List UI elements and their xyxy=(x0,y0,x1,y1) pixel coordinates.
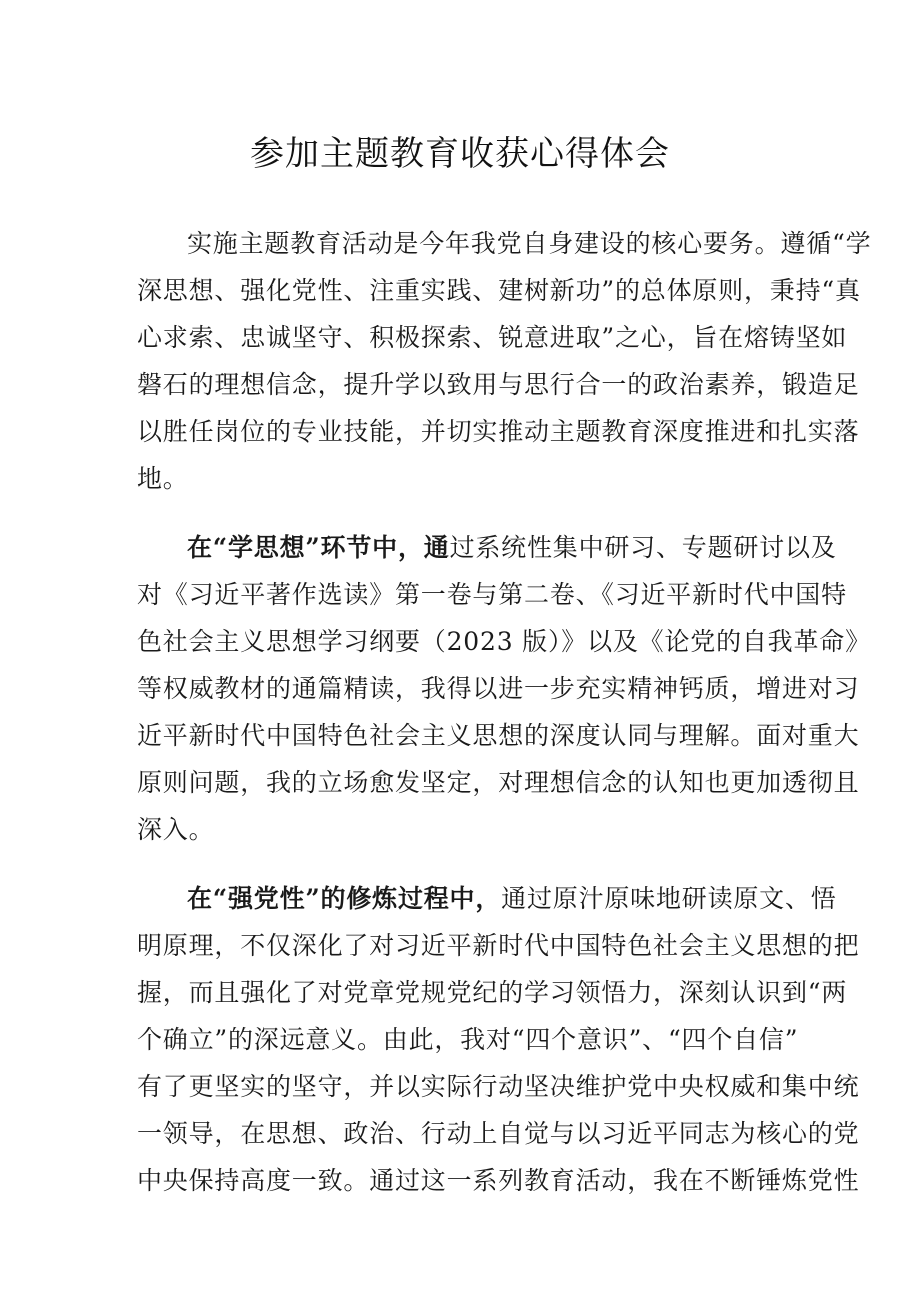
paragraph-line: 个确立”的深远意义。由此，我对“四个意识”、“四个自信” xyxy=(137,1025,799,1054)
paragraph-line: 磐石的理想信念，提升学以致用与思行合一的政治素养，锻造足 xyxy=(137,370,860,399)
paragraph-line: 以胜任岗位的专业技能，并切实推动主题教育深度推进和扎实落 xyxy=(137,417,860,446)
paragraph-line-rest: 过系统性集中研习、专题研讨以及 xyxy=(449,533,837,562)
paragraph-lead-bold: 在“学思想”环节中，通 xyxy=(187,533,450,562)
paragraph-line xyxy=(137,875,837,922)
paragraph-line xyxy=(137,524,837,571)
paragraph-line: 地。 xyxy=(137,464,189,493)
paragraph-line: 明原理，不仅深化了对习近平新时代中国特色社会主义思想的把 xyxy=(137,931,860,960)
paragraph-line: 一领导，在思想、政治、行动上自觉与以习近平同志为核心的党 xyxy=(137,1119,860,1148)
paragraph-line: 色社会主义思想学习纲要（2023 版）》以及《论党的自我革命》 xyxy=(137,627,871,656)
paragraph-line: 有了更坚实的坚守，并以实际行动坚决维护党中央权威和集中统 xyxy=(137,1072,860,1101)
document-body xyxy=(137,220,872,1204)
paragraph-line: 深入。 xyxy=(137,815,215,844)
paragraph-line-rest: 通过原汁原味地研读原文、悟 xyxy=(501,884,837,913)
paragraph-2 xyxy=(137,524,871,853)
paragraph-1 xyxy=(137,220,872,502)
paragraph-line: 实施主题教育活动是今年我党自身建设的核心要务。遵循“学 xyxy=(187,229,872,258)
paragraph-line: 原则问题，我的立场愈发坚定，对理想信念的认知也更加透彻且 xyxy=(137,768,860,797)
paragraph-3 xyxy=(137,875,860,1204)
paragraph-line: 近平新时代中国特色社会主义思想的深度认同与理解。面对重大 xyxy=(137,721,860,750)
paragraph-line: 等权威教材的通篇精读，我得以进一步充实精神钙质，增进对习 xyxy=(137,674,860,703)
paragraph-line: 握，而且强化了对党章党规党纪的学习领悟力，深刻认识到“两 xyxy=(137,978,848,1007)
paragraph-line: 心求索、忠诚坚守、积极探索、锐意进取”之心，旨在熔铸坚如 xyxy=(137,323,848,352)
document-title: 参加主题教育收获心得体会 xyxy=(250,134,670,174)
paragraph-line: 中央保持高度一致。通过这一系列教育活动，我在不断锤炼党性 xyxy=(137,1166,860,1195)
paragraph-line: 对《习近平著作选读》第一卷与第二卷、《习近平新时代中国特 xyxy=(137,580,847,609)
paragraph-line: 深思想、强化党性、注重实践、建树新功”的总体原则，秉持“真 xyxy=(137,276,861,305)
paragraph-lead-bold: 在“强党性”的修炼过程中， xyxy=(187,884,502,913)
